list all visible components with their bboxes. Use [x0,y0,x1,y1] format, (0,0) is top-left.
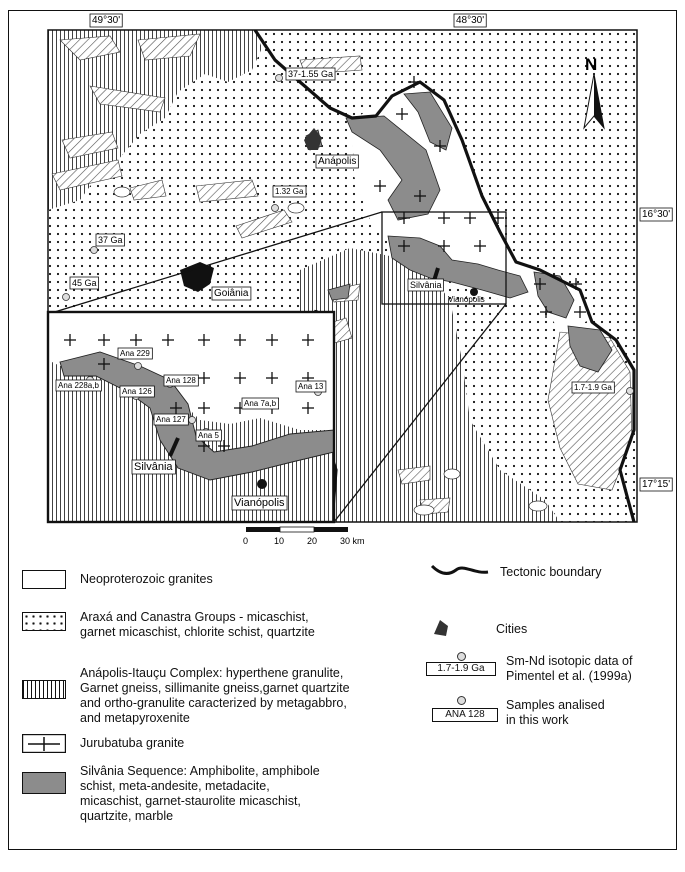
svg-text:Silvânia: Silvânia [410,280,442,290]
svg-text:Ana 127: Ana 127 [156,415,186,424]
smnd-symbol [426,652,496,682]
legend-samples-text: Samples analised in this work [506,698,605,727]
inset-sample-7 [196,430,221,441]
age-label-3 [96,234,125,246]
inset-city-silvania [132,460,175,474]
legend-anapolis-text: Anápolis-Itauçu Complex: hyperthene granulite, Garnet gneiss, sillimanite gneiss,garnet quartzite and ortho-granulite caracterized by metagabbro, and metapyroxenite [80,666,350,725]
city-label-goiania [212,287,251,300]
svg-text:Vianópolis: Vianópolis [234,497,285,509]
swatch-silvania [22,772,66,794]
age-label-4 [70,277,99,289]
samples-box-label: ANA 128 [432,708,498,722]
inset-sample-0 [118,348,152,359]
samples-symbol [432,696,502,726]
scale-tick-0: 0 [243,536,249,546]
legend-silvania [22,764,320,824]
svg-text:Ana 7a,b: Ana 7a,b [244,399,277,408]
city-label-silvania [408,279,444,291]
legend-samples [432,696,605,728]
legend-araxa-text: Araxá and Canastra Groups - micaschist, garnet micaschist, chlorite schist, quartzite [80,610,315,639]
legend-cities [430,616,527,638]
inset-sample-5 [242,398,279,409]
svg-text:Goiânia: Goiânia [214,288,249,299]
legend-neoproterozoic-text: Neoproterozoic granites [80,572,213,586]
sample-circle-icon [457,652,466,661]
legend-tectonic [430,560,601,582]
inset-sample-1 [164,375,198,386]
inset-sample-2 [56,380,101,391]
legend-jurubatuba-text: Jurubatuba granite [80,736,185,750]
svg-text:Silvânia: Silvânia [134,461,173,473]
swatch-neoproterozoic [22,570,66,589]
swatch-araxa [22,612,66,631]
legend-neoproterozoic [22,570,213,589]
inset-map [48,312,334,522]
city-label-vianopolis [448,295,485,304]
legend-silvania-text: Silvânia Sequence: Amphibolite, amphibole schist, meta-andesite, metadacite, micaschist, garnet-staurolite micaschist, quartzite, marble [80,764,320,823]
svg-text:Ana 126: Ana 126 [122,387,152,396]
lon-label-1 [90,14,122,27]
svg-text:1.7-1.9 Ga: 1.7-1.9 Ga [574,383,612,392]
svg-text:1.32 Ga: 1.32 Ga [275,187,304,196]
lon-label-2 [454,14,486,27]
tectonic-boundary-icon [430,560,490,582]
legend-araxa [22,612,315,640]
legend-tectonic-text: Tectonic boundary [500,565,602,579]
scale-tick-3: 30 km [340,536,365,546]
swatch-anapolis [22,680,66,699]
smnd-box-label: 1.7-1.9 Ga [426,662,496,676]
age-label-5 [572,382,614,393]
scale-bar [243,527,365,546]
svg-text:17°15': 17°15' [642,479,671,490]
inset-sample-6 [154,414,188,425]
age-label-2 [273,186,306,197]
inset-city-vianopolis [232,496,287,510]
legend-cities-text: Cities [496,622,528,636]
svg-text:37 Ga: 37 Ga [98,235,123,245]
legend-jurubatuba [22,734,184,753]
svg-text:Vianópolis: Vianópolis [448,295,485,304]
svg-text:Ana 5: Ana 5 [198,431,219,440]
swatch-jurubatuba [22,734,66,753]
legend-smnd [426,652,632,684]
svg-text:48°30': 48°30' [456,15,485,26]
scale-tick-2: 20 [307,536,318,546]
scale-tick-1: 10 [274,536,285,546]
svg-text:Ana 228a,b: Ana 228a,b [58,381,99,390]
svg-text:16°30': 16°30' [642,209,671,220]
svg-text:45 Ga: 45 Ga [72,278,97,288]
sample-circle-icon-2 [457,696,466,705]
lat-label-1 [640,208,672,221]
city-icon [430,616,456,638]
svg-text:49°30': 49°30' [92,15,121,26]
svg-text:Anápolis: Anápolis [318,156,357,167]
age-label-1 [286,68,335,80]
legend-anapolis [22,666,350,726]
legend-smnd-text: Sm-Nd isotopic data of Pimentel et al. (1999a) [506,654,633,683]
svg-text:Ana 229: Ana 229 [120,349,150,358]
north-label: N [585,55,598,74]
inset-sample-3 [120,386,154,397]
inset-sample-4 [296,381,326,392]
svg-text:37-1.55 Ga: 37-1.55 Ga [288,69,334,79]
svg-text:Ana 13: Ana 13 [298,382,324,391]
lat-label-2 [640,478,672,491]
city-label-anapolis [316,155,358,168]
svg-text:Ana 128: Ana 128 [166,376,196,385]
